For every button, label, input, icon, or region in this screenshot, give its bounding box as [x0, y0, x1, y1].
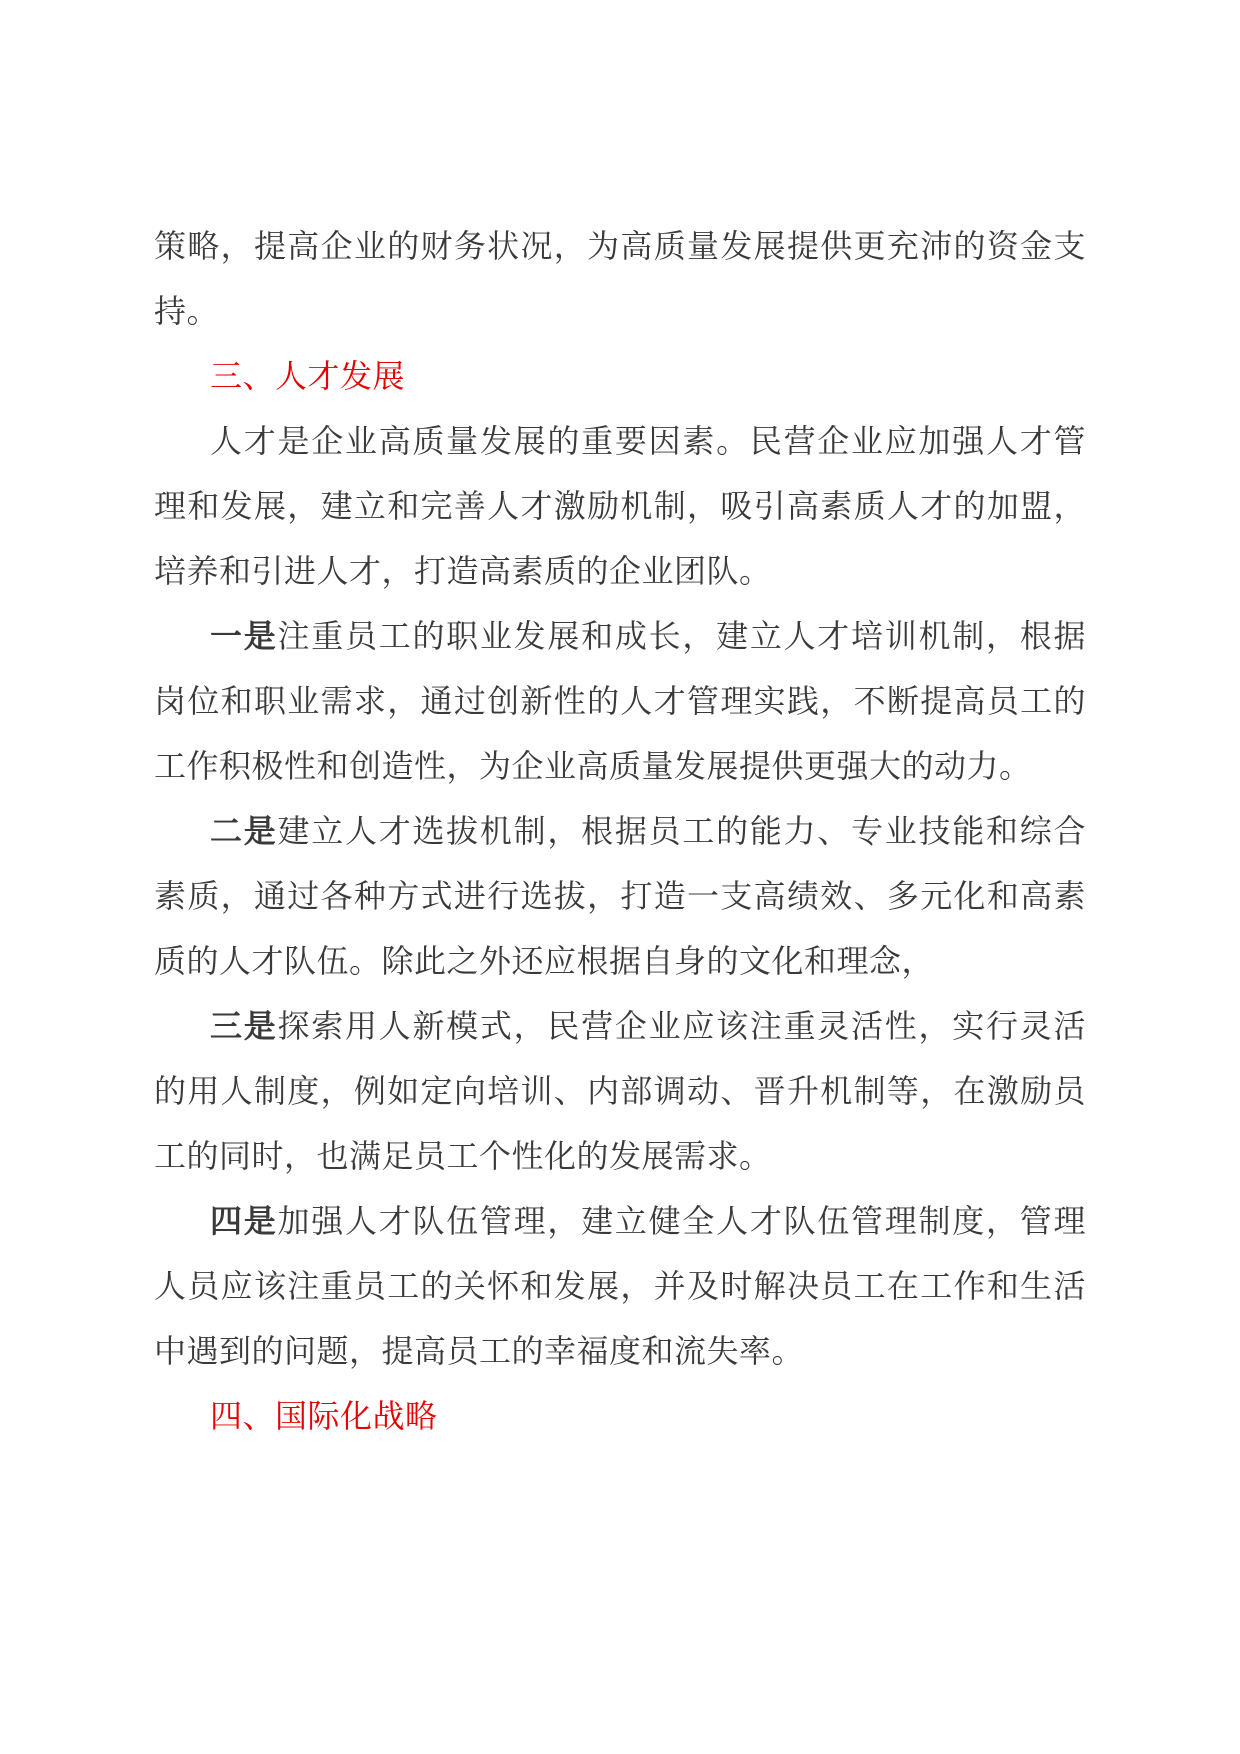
list-item-1-text: 注重员工的职业发展和成长，建立人才培训机制，根据岗位和职业需求，通过创新性的人才管理实践，不断提高员工的工作积极性和创造性，为企业高质量发展提供更强大的动力。	[154, 617, 1086, 785]
list-item-3-text: 探索用人新模式，民营企业应该注重灵活性，实行灵活的用人制度，例如定向培训、内部调动、晋升机制等，在激励员工的同时，也满足员工个性化的发展需求。	[154, 1007, 1086, 1175]
list-item-1-lead: 一是	[210, 617, 278, 655]
list-item-1	[154, 604, 1086, 799]
list-item-3	[154, 994, 1086, 1189]
document-body	[154, 214, 1086, 1449]
paragraph-talent-intro: 人才是企业高质量发展的重要因素。民营企业应加强人才管理和发展，建立和完善人才激励机制，吸引高素质人才的加盟，培养和引进人才，打造高素质的企业团队。	[154, 422, 1086, 590]
list-item-4-text: 加强人才队伍管理，建立健全人才队伍管理制度，管理人员应该注重员工的关怀和发展，并及时解决员工在工作和生活中遇到的问题，提高员工的幸福度和流失率。	[154, 1202, 1086, 1370]
list-item-2-lead: 二是	[210, 812, 278, 850]
list-item-4	[154, 1189, 1086, 1384]
paragraph-continued: 策略，提高企业的财务状况，为高质量发展提供更充沛的资金支持。	[154, 227, 1086, 330]
list-item-2-text: 建立人才选拔机制，根据员工的能力、专业技能和综合素质，通过各种方式进行选拔，打造一支高绩效、多元化和高素质的人才队伍。除此之外还应根据自身的文化和理念，	[154, 812, 1086, 980]
list-item-4-lead: 四是	[210, 1202, 278, 1240]
list-item-2	[154, 799, 1086, 994]
list-item-3-lead: 三是	[210, 1007, 278, 1045]
section-heading-talent: 三、人才发展	[210, 357, 406, 395]
section-heading-international: 四、国际化战略	[210, 1397, 438, 1435]
